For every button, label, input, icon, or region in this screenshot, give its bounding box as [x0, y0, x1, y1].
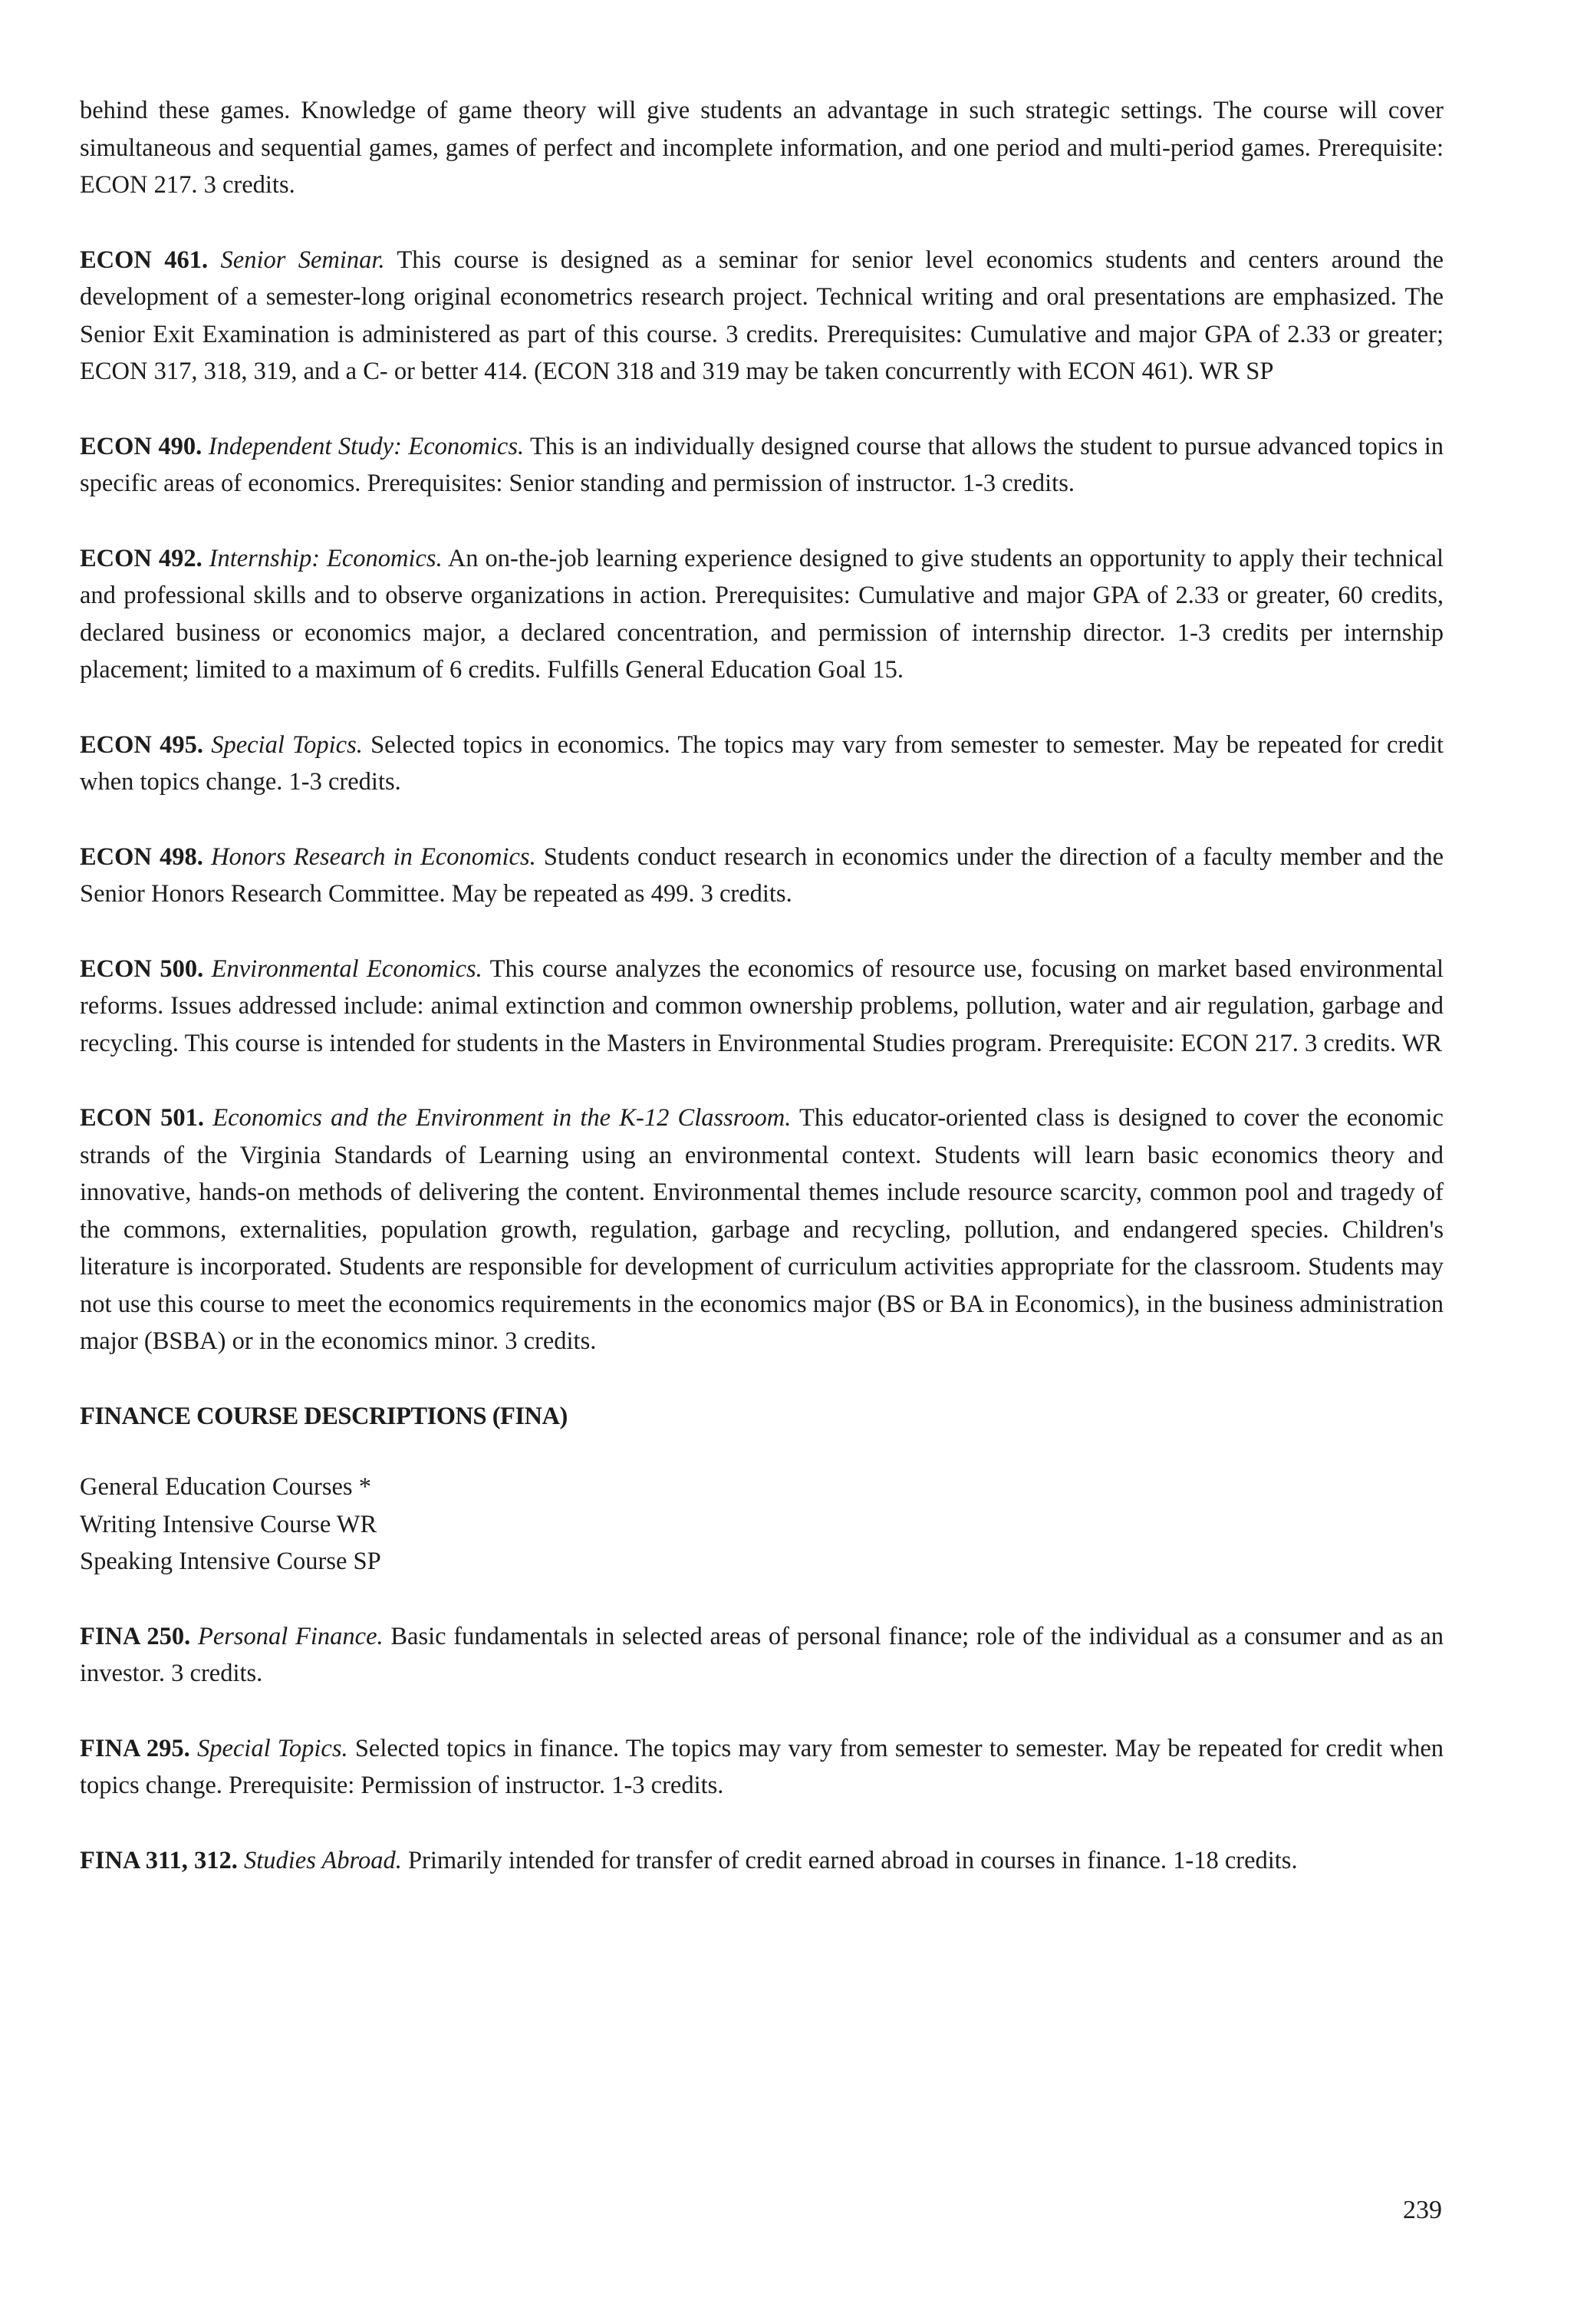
course-description: Selected topics in economics. The topics may vary from semester to semester. May be repeated for credit when topics change. 1-3 credits. [80, 730, 1444, 796]
course-title: Special Topics. [196, 1734, 348, 1762]
course-title: Studies Abroad. [243, 1846, 402, 1874]
course-fina-250 [80, 1618, 1444, 1693]
course-econ-501 [80, 1099, 1444, 1360]
course-title: Special Topics. [211, 730, 363, 759]
course-econ-498 [80, 839, 1444, 913]
course-title: Senior Seminar. [220, 246, 385, 274]
course-code: ECON 490. [80, 432, 202, 460]
course-description: Selected topics in finance. The topics may vary from semester to semester. May be repeated for credit when topics change. Prerequisite: Permission of instructor. 1-3 credits. [80, 1734, 1444, 1799]
course-econ-461 [80, 242, 1444, 391]
course-description: Students conduct research in economics under the direction of a faculty member and the Senior Honors Research Committee. May be repeated as 499. 3 credits. [80, 842, 1444, 908]
course-code: ECON 498. [80, 842, 203, 871]
course-title: Personal Finance. [197, 1622, 384, 1650]
course-description: This is an individually designed course that allows the student to pursue advanced topics in specific areas of economics. Prerequisites: Senior standing and permission of instructor. 1-3 credits. [80, 432, 1444, 497]
course-type-legend [80, 1469, 1444, 1581]
page-number: 239 [1403, 2196, 1442, 2224]
course-description: This course analyzes the economics of resource use, focusing on market based environmental reforms. Issues addressed include: animal extinction and common ownership problems, pollution, water and air regulation, garbage and recycling. This course is intended for students in the Masters in Environmental Studies program. Prerequisite: ECON 217. 3 credits. WR [80, 954, 1444, 1057]
course-title: Honors Research in Economics. [211, 842, 536, 871]
course-description: Basic fundamentals in selected areas of personal finance; role of the individual as a consumer and as an investor. 3 credits. [80, 1622, 1444, 1687]
course-econ-490 [80, 428, 1444, 503]
legend-item: General Education Courses * [80, 1473, 371, 1501]
course-title: Economics and the Environment in the K-12 Classroom. [212, 1104, 792, 1132]
course-title: Independent Study: Economics. [208, 432, 525, 460]
course-title: Environmental Economics. [211, 954, 482, 983]
legend-item: Writing Intensive Course WR [80, 1510, 377, 1538]
course-description: This educator-oriented class is designed to cover the economic strands of the Virginia Standards of Learning using an environmental context. Students will learn basic economics theory and innovative, hands-on methods of delivering the content. Environmental themes include resource scarcity, common pool and tragedy of the commons, externalities, population growth, regulation, garbage and recycling, pollution, and endangered species. Children's literature is incorporated. Students are responsible for development of curriculum activities appropriate for the classroom. Students may not use this course to meet the economics requirements in the economics major (BS or BA in Economics), in the business administration major (BSBA) or in the economics minor. 3 credits. [80, 1104, 1444, 1355]
catalog-page [80, 92, 1444, 1917]
course-fina-311-312 [80, 1842, 1444, 1880]
course-code: ECON 461. [80, 246, 209, 274]
intro-paragraph: behind these games. Knowledge of game theory will give students an advantage in such strategic settings. The course will cover simultaneous and sequential games, games of perfect and incomplete information, and one period and multi-period games. Prerequisite: ECON 217. 3 credits. [80, 97, 1444, 199]
course-code: ECON 495. [80, 730, 203, 759]
course-econ-495 [80, 727, 1444, 801]
course-code: FINA 250. [80, 1622, 191, 1650]
legend-item: Speaking Intensive Course SP [80, 1548, 381, 1575]
course-code: ECON 492. [80, 544, 202, 572]
course-code: ECON 500. [80, 954, 204, 983]
course-description: An on-the-job learning experience designed to give students an opportunity to apply their technical and professional skills and to observe organizations in action. Prerequisites: Cumulative and major GPA of 2.33 or greater, 60 credits, declared business or economics major, a declared concentration, and permission of internship director. 1-3 credits per internship placement; limited to a maximum of 6 credits. Fulfills General Education Goal 15. [80, 544, 1444, 684]
course-code: FINA 311, 312. [80, 1846, 238, 1874]
finance-section-heading: FINANCE COURSE DESCRIPTIONS (FINA) [80, 1402, 568, 1430]
course-econ-492 [80, 540, 1444, 689]
course-title: Internship: Economics. [209, 544, 443, 572]
course-description: This course is designed as a seminar for senior level economics students and centers around the development of a semester-long original econometrics research project. Technical writing and oral presentations are emphasized. The Senior Exit Examination is administered as part of this course. 3 credits. Prerequisites: Cumulative and major GPA of 2.33 or greater; ECON 317, 318, 319, and a C- or better 414. (ECON 318 and 319 may be taken concurrently with ECON 461). WR SP [80, 246, 1444, 385]
course-code: ECON 501. [80, 1104, 205, 1132]
course-econ-500 [80, 951, 1444, 1063]
course-fina-295 [80, 1730, 1444, 1805]
course-code: FINA 295. [80, 1734, 190, 1762]
course-description: Primarily intended for transfer of credit earned abroad in courses in finance. 1-18 credits. [407, 1846, 1298, 1874]
